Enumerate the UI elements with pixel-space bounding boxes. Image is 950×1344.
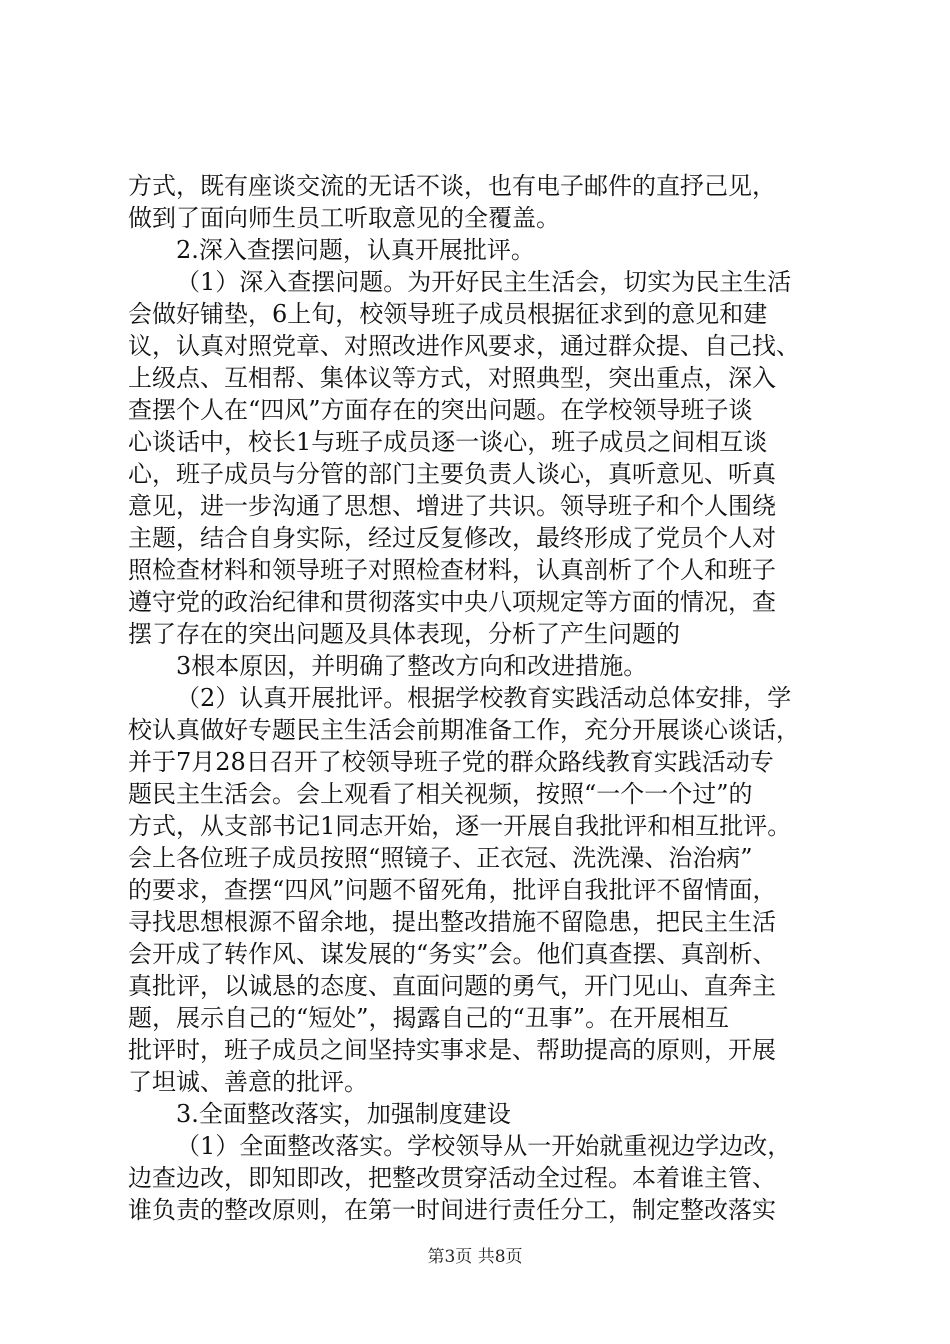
text-line: 谁负责的整改原则，在第一时间进行责任分工，制定整改落实 (128, 1196, 776, 1224)
page-footer: 第3页 共8页 (427, 1247, 523, 1267)
text-line: 了坦诚、善意的批评。 (128, 1068, 368, 1096)
text-line: 心谈话中，校长1与班子成员逐一谈心，班子成员之间相互谈 (128, 428, 768, 456)
text-line: 做到了面向师生员工听取意见的全覆盖。 (128, 204, 560, 232)
text-line: 边查边改，即知即改，把整改贯穿活动全过程。本着谁主管、 (128, 1164, 776, 1192)
text-line: 主题，结合自身实际，经过反复修改，最终形成了党员个人对 (128, 524, 776, 552)
text-line: （1）深入查摆问题。为开好民主生活会，切实为民主生活 (176, 268, 792, 296)
text-line: 方式，从支部书记1同志开始，逐一开展自我批评和相互批评。 (128, 812, 792, 840)
text-line: 的要求，查摆“四风”问题不留死角，批评自我批评不留情面， (128, 876, 777, 904)
text-line: 3根本原因，并明确了整改方向和改进措施。 (176, 652, 648, 680)
text-line: 题民主生活会。会上观看了相关视频，按照“一个一个过”的 (128, 780, 753, 808)
text-line: （1）全面整改落实。学校领导从一开始就重视边学边改， (176, 1132, 792, 1160)
text-line: 校认真做好专题民主生活会前期准备工作，充分开展谈心谈话， (128, 716, 800, 744)
text-line: 会上各位班子成员按照“照镜子、正衣冠、洗洗澡、治治病” (128, 844, 753, 872)
text-line: 会做好铺垫，6上旬，校领导班子成员根据征求到的意见和建 (128, 300, 768, 328)
text-line: 寻找思想根源不留余地，提出整改措施不留隐患，把民主生活 (128, 908, 776, 936)
text-line: 批评时，班子成员之间坚持实事求是、帮助提高的原则，开展 (128, 1036, 776, 1064)
text-line: 并于7月28日召开了校领导班子党的群众路线教育实践活动专 (128, 748, 774, 776)
text-line: 2.深入查摆问题，认真开展批评。 (176, 236, 535, 264)
text-line: 议，认真对照党章、对照改进作风要求，通过群众提、自己找、 (128, 332, 800, 360)
text-line: 会开成了转作风、谋发展的“务实”会。他们真查摆、真剖析、 (128, 940, 777, 968)
text-line: 题，展示自己的“短处”，揭露自己的“丑事”。在开展相互 (128, 1004, 730, 1032)
text-line: 3.全面整改落实，加强制度建设 (176, 1100, 511, 1128)
text-line: 查摆个人在“四风”方面存在的突出问题。在学校领导班子谈 (128, 396, 753, 424)
text-line: 方式，既有座谈交流的无话不谈，也有电子邮件的直抒己见， (128, 172, 776, 200)
text-line: 遵守党的政治纪律和贯彻落实中央八项规定等方面的情况，查 (128, 588, 776, 616)
text-line: 意见，进一步沟通了思想、增进了共识。领导班子和个人围绕 (128, 492, 776, 520)
text-line: （2）认真开展批评。根据学校教育实践活动总体安排，学 (176, 684, 792, 712)
text-line: 摆了存在的突出问题及具体表现，分析了产生问题的 (128, 620, 680, 648)
document-body (128, 170, 840, 1226)
text-line: 心，班子成员与分管的部门主要负责人谈心，真听意见、听真 (128, 460, 776, 488)
text-line: 上级点、互相帮、集体议等方式，对照典型，突出重点，深入 (128, 364, 776, 392)
text-line: 照检查材料和领导班子对照检查材料，认真剖析了个人和班子 (128, 556, 776, 584)
text-line: 真批评，以诚恳的态度、直面问题的勇气，开门见山、直奔主 (128, 972, 776, 1000)
